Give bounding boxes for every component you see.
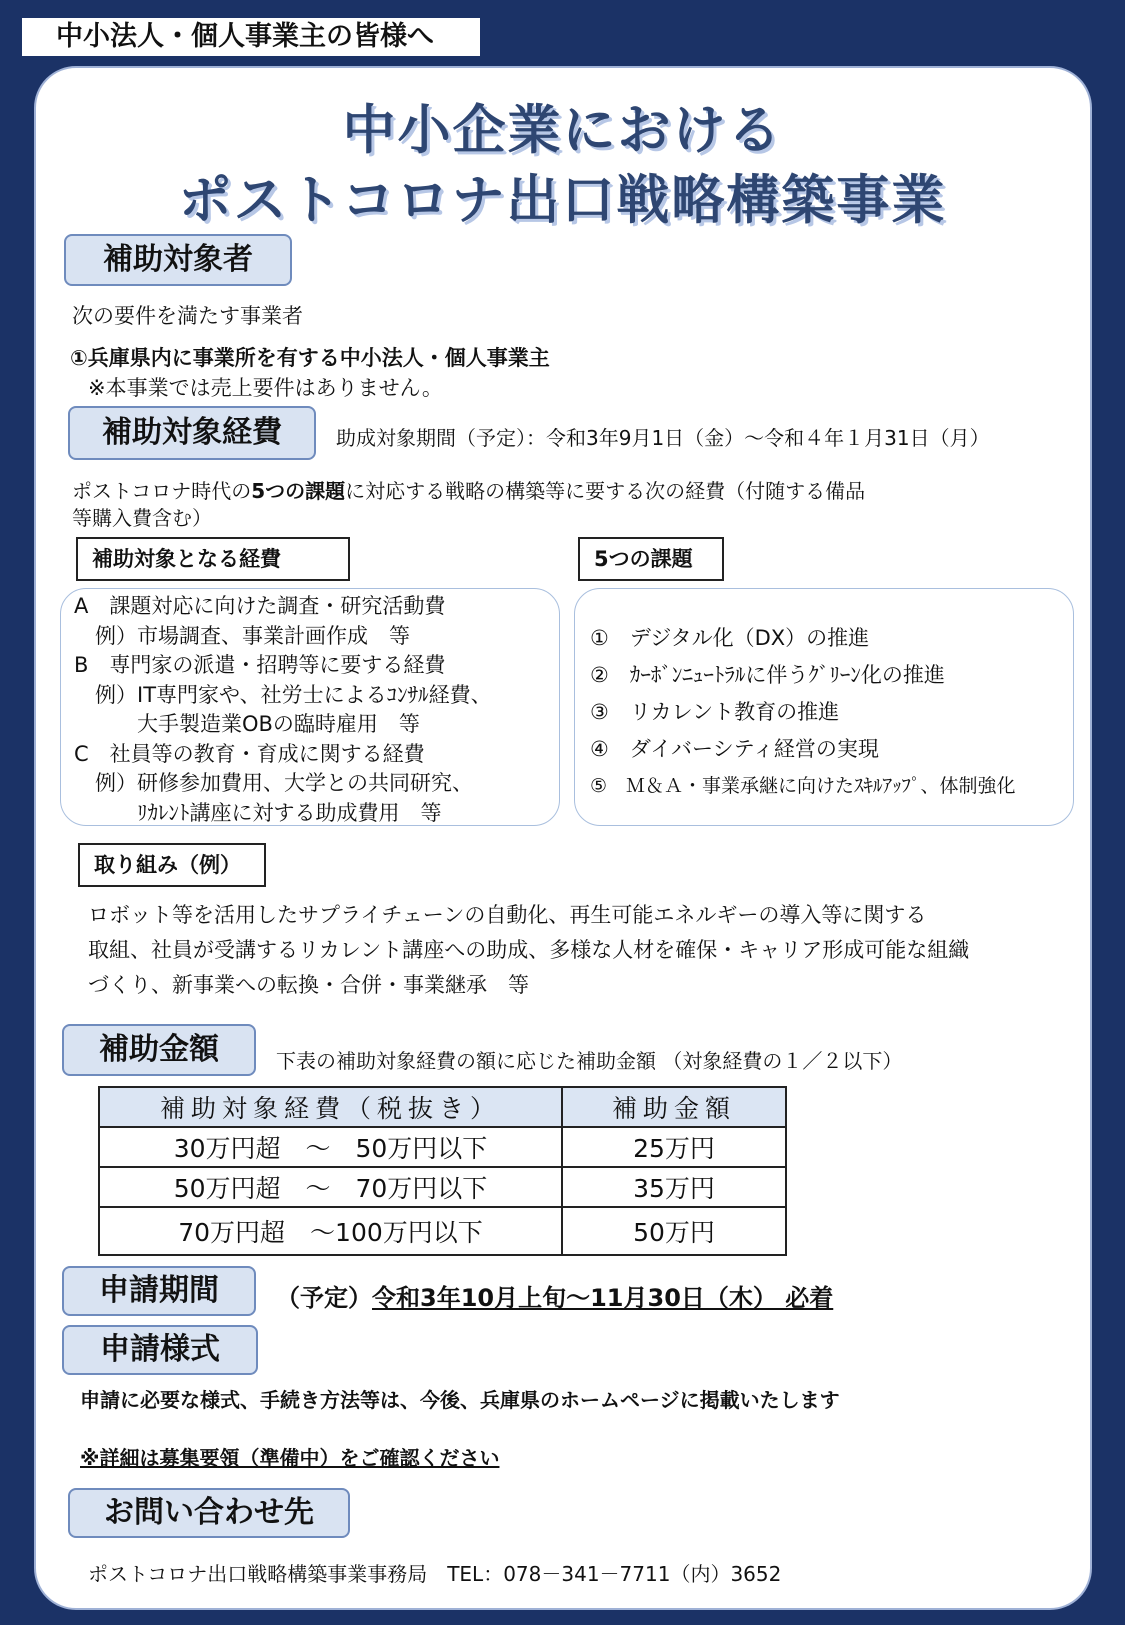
issue-item: ④ ダイバーシティ経営の実現 — [590, 737, 879, 761]
apply-form-text: 申請に必要な様式、手続き方法等は、今後、兵庫県のホームページに掲載いたします — [80, 1388, 840, 1412]
contact-text: ポストコロナ出口戦略構築事業事務局 TEL：078－341－7711（内）3652 — [88, 1562, 782, 1586]
apply-form-heading: 申請様式 — [62, 1325, 258, 1375]
amount-description: 下表の補助対象経費の額に応じた補助金額 （対象経費の１／２以下） — [276, 1049, 903, 1073]
apply-period-text — [276, 1278, 833, 1313]
expense-item: 例）市場調査、事業計画作成 等 — [74, 623, 410, 648]
expenses-heading: 補助対象経費 — [68, 406, 316, 460]
flyer-card — [34, 66, 1092, 1610]
amount-heading: 補助金額 — [62, 1024, 256, 1076]
eligible-heading: 補助対象者 — [64, 234, 292, 286]
table-cell: 50万円超 ～ 70万円以下 — [99, 1167, 562, 1207]
issues-heading: 5つの課題 — [578, 537, 724, 581]
title-line-2: ポストコロナ出口戦略構築事業 — [178, 170, 947, 231]
title-line-1: 中小企業における — [342, 100, 783, 161]
eligible-note: ※本事業では売上要件はありません。 — [88, 376, 443, 400]
expenses-period: 助成対象期間（予定）：令和3年9月1日（金）～令和４年１月31日（月） — [336, 426, 990, 450]
table-row — [99, 1127, 786, 1167]
examples-heading: 取り組み（例） — [78, 843, 266, 887]
expense-item: C 社員等の教育・育成に関する経費 — [74, 741, 425, 766]
issue-item: ① デジタル化（DX）の推進 — [590, 626, 870, 650]
desc-bold: 5つの課題 — [251, 479, 346, 503]
details-note: ※詳細は募集要領（準備中）をご確認ください — [80, 1446, 500, 1470]
expense-item: B 専門家の派遣・招聘等に要する経費 — [74, 653, 446, 677]
examples-text — [88, 898, 969, 1003]
audience-tag: 中小法人・個人事業主の皆様へ — [22, 18, 480, 56]
expense-item: ﾘｶﾚﾝﾄ講座に対する助成費用 等 — [74, 800, 442, 825]
column-header: 補助対象経費（税抜き） — [99, 1087, 562, 1127]
table-row — [99, 1207, 786, 1255]
expenses-description — [72, 475, 865, 504]
apply-period-prefix: （予定） — [276, 1284, 372, 1312]
table-cell: 25万円 — [562, 1127, 786, 1167]
example-line: 取組、社員が受講するリカレント講座への助成、多様な人材を確保・キャリア形成可能な組織 — [88, 938, 970, 962]
issue-item: ⑤ Ｍ＆Ａ・事業承継に向けたｽｷﾙｱｯﾌﾟ、体制強化 — [590, 775, 1016, 797]
eligible-requirement: ①兵庫県内に事業所を有する中小法人・個人事業主 — [70, 346, 550, 370]
expense-item: A 課題対応に向けた調査・研究活動費 — [74, 594, 446, 618]
contact-heading: お問い合わせ先 — [68, 1488, 350, 1538]
issue-item: ③ リカレント教育の推進 — [590, 700, 840, 724]
desc-part: ポストコロナ時代の — [72, 479, 252, 503]
amount-table — [98, 1086, 787, 1256]
table-header-row — [99, 1087, 786, 1127]
table-cell: 50万円 — [562, 1207, 786, 1255]
apply-period-date: 令和3年10月上旬～11月30日（木） 必着 — [372, 1284, 834, 1312]
expense-list — [74, 592, 492, 828]
issues-list — [590, 620, 1016, 805]
expense-item: 例）研修参加費用、大学との共同研究、 — [74, 771, 473, 795]
table-cell: 70万円超 ～100万円以下 — [99, 1207, 562, 1255]
expense-item: 例）IT専門家や、社労士によるｺﾝｻﾙ経費、 — [74, 682, 492, 707]
apply-period-heading: 申請期間 — [62, 1266, 256, 1316]
example-line: づくり、新事業への転換・合併・事業継承 等 — [88, 973, 529, 997]
table-cell: 30万円超 ～ 50万円以下 — [99, 1127, 562, 1167]
table-cell: 35万円 — [562, 1167, 786, 1207]
column-header: 補助金額 — [562, 1087, 786, 1127]
table-row — [99, 1167, 786, 1207]
issue-item: ② ｶｰﾎﾞﾝﾆｭｰﾄﾗﾙに伴うｸﾞﾘｰﾝ化の推進 — [590, 663, 945, 687]
expense-item: 大手製造業OBの臨時雇用 等 — [74, 712, 420, 736]
expense-list-heading: 補助対象となる経費 — [76, 537, 350, 581]
eligible-intro: 次の要件を満たす事業者 — [72, 304, 303, 328]
example-line: ロボット等を活用したサプライチェーンの自動化、再生可能エネルギーの導入等に関する — [88, 903, 927, 927]
expenses-description-line2: 等購入費含む） — [72, 506, 212, 530]
desc-part: に対応する戦略の構築等に要する次の経費（付随する備品 — [345, 479, 866, 503]
